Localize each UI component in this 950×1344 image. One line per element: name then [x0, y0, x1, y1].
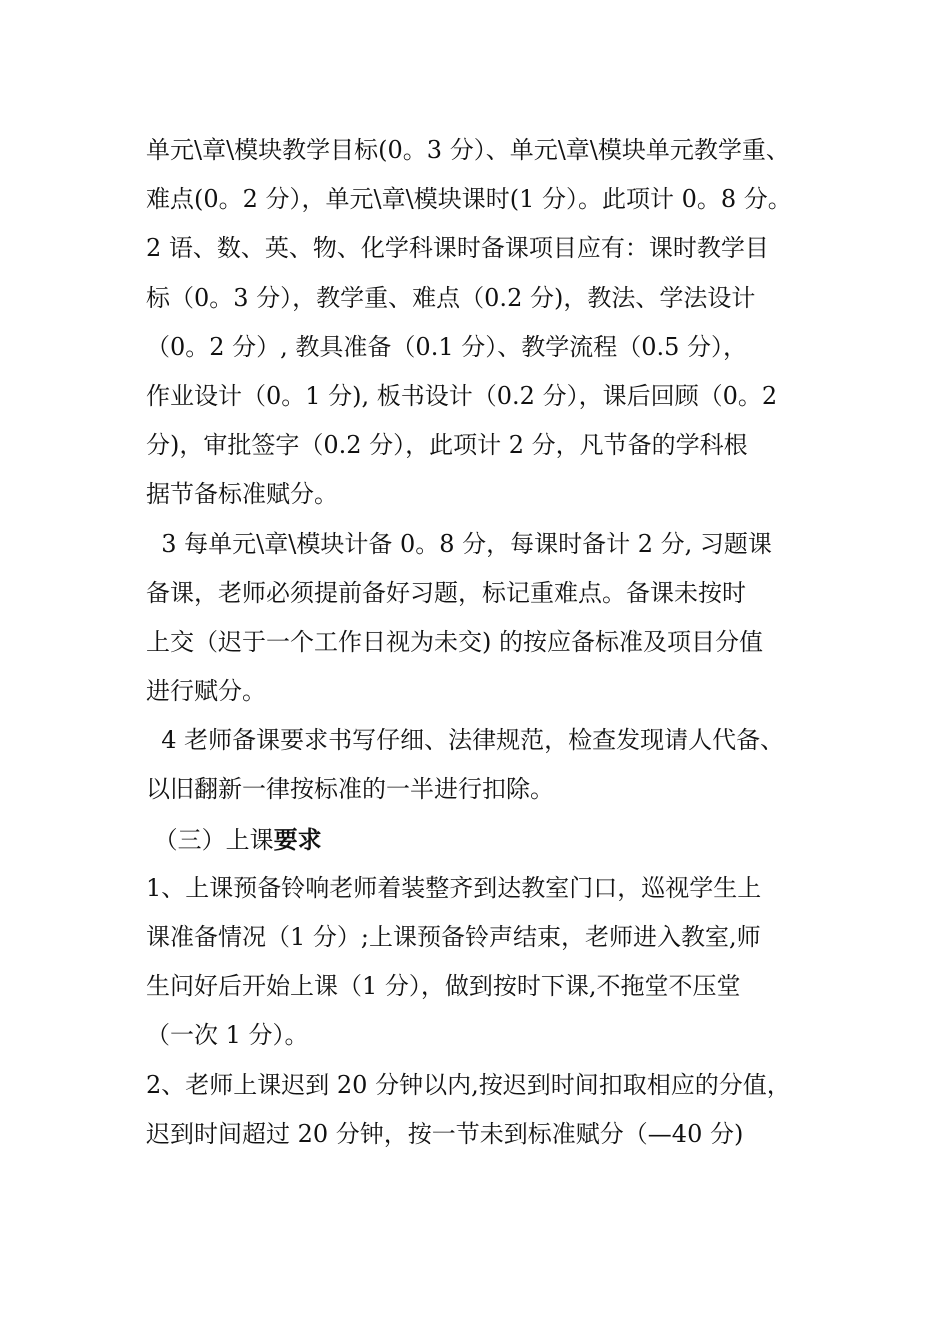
text-line: 备课，老师必须提前备好习题，标记重难点。备课未按时: [146, 578, 746, 607]
text-line: 据节备标准赋分。: [146, 480, 338, 509]
section-heading-prefix: （三）上课: [146, 825, 274, 854]
text-line: 单元\章\模块教学目标(0。3 分）、单元\章\模块单元教学重、: [146, 136, 790, 164]
text-line: （一次 1 分）。: [146, 1021, 309, 1050]
text-line: 3 每单元\章\模块计备 0。8 分，每课时备计 2 分, 习题课: [146, 529, 772, 558]
text-line: 以旧翻新一律按标准的一半进行扣除。: [146, 775, 554, 804]
text-line: 4 老师备课要求书写仔细、法律规范，检查发现请人代备、: [146, 726, 785, 755]
text-line: 难点(0。2 分），单元\章\模块课时(1 分）。此项计 0。8 分。: [146, 185, 792, 214]
text-line: 作业设计（0。1 分), 板书设计（0.2 分），课后回顾（0。2: [146, 381, 778, 410]
text-line: 上交（迟于一个工作日视为未交) 的按应备标准及项目分值: [146, 627, 763, 656]
text-line: （0。2 分）, 教具准备（0.1 分）、教学流程（0.5 分），: [146, 332, 748, 361]
section-heading-bold: 要求: [273, 824, 322, 854]
text-line: 分)，审批签字（0.2 分），此项计 2 分，凡节备的学科根: [146, 431, 748, 460]
text-line: 进行赋分。: [146, 677, 266, 706]
text-line: 2 语、数、英、物、化学科课时备课项目应有：课时教学目: [146, 234, 769, 263]
text-line: 标（0。3 分），教学重、难点（0.2 分)，教法、学法设计: [146, 283, 756, 312]
text-line: 2、老师上课迟到 20 分钟以内,按迟到时间扣取相应的分值，: [146, 1070, 791, 1099]
section-heading: [146, 815, 846, 864]
text-line: 1、上课预备铃响老师着装整齐到达教室门口，巡视学生上: [146, 873, 762, 902]
document-body: [146, 126, 846, 1159]
text-line: 课准备情况（1 分）;上课预备铃声结束，老师进入教室,师: [146, 923, 761, 951]
text-line: 生问好后开始上课（1 分），做到按时下课,不拖堂不压堂: [146, 972, 741, 1001]
text-line: 迟到时间超过 20 分钟，按一节未到标准赋分（—40 分): [146, 1119, 744, 1148]
